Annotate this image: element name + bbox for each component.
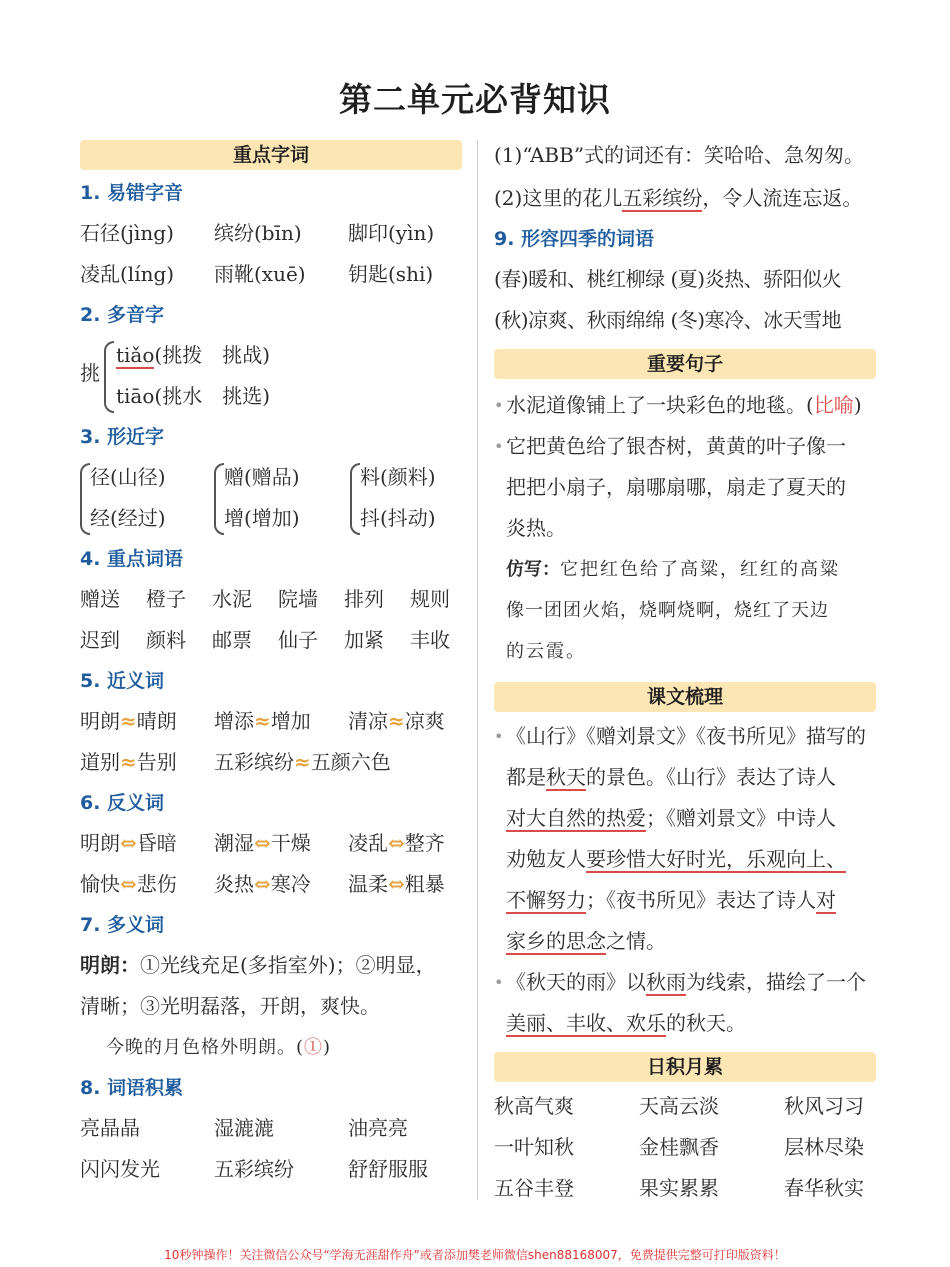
heading-antonyms: 6. 反义词 (80, 792, 165, 814)
word: 温柔 (348, 872, 388, 896)
polyphone-words: (挑拨 挑战) (154, 343, 271, 367)
double-arrow-icon: ⇔ (388, 831, 405, 855)
summary-1-line (494, 798, 876, 839)
heading-similar-chars: 3. 形近字 (80, 426, 165, 448)
text: 之情。 (606, 929, 666, 953)
text: 为线索，描绘了一个 (686, 970, 866, 994)
word: 愉快 (80, 872, 120, 896)
similar-char: 赠(赠品) (224, 465, 300, 489)
pronunciation-row-2 (80, 254, 462, 295)
word: 增添 (214, 709, 254, 733)
heading-vocabulary: 8. 词语积累 (80, 1077, 184, 1099)
word: 道别 (80, 750, 120, 774)
polyphone-block (80, 335, 462, 417)
double-arrow-icon: ⇔ (388, 872, 405, 896)
similar-char: 抖(抖动) (360, 506, 436, 530)
text: 的秋天。 (666, 1011, 746, 1035)
pron-item: 脚印(yìn) (348, 221, 435, 245)
imitation-line-2: 像一团团火焰，烧啊烧啊，烧红了天边 (506, 600, 829, 621)
approx-icon: ≈ (120, 709, 137, 733)
text: 水泥道像铺上了一块彩色的地毯。( (506, 393, 814, 417)
example-answer: ① (304, 1037, 324, 1058)
pron-item: 钥匙(shi) (348, 262, 434, 286)
phrase: 赠送 (80, 587, 120, 611)
text: ，令人流连忘返。 (702, 186, 863, 210)
heading-polysemy: 7. 多义词 (80, 914, 165, 936)
antonym-pair (80, 823, 214, 864)
polyphone-row-1 (116, 335, 270, 376)
word: 粗暴 (404, 872, 445, 896)
idiom: 五谷丰登 (494, 1176, 574, 1200)
phrase: 邮票 (212, 628, 252, 652)
brace-icon (214, 463, 224, 535)
phrase: 规则 (410, 587, 450, 611)
column-divider (477, 140, 478, 1200)
sentence-2-cont: 把把小扇子，扇哪扇哪，扇走了夏天的 (506, 475, 846, 499)
double-arrow-icon: ⇔ (120, 872, 137, 896)
vocabulary-row-2 (80, 1149, 462, 1190)
vocab-word: 五彩缤纷 (214, 1157, 294, 1181)
phrase: 仙子 (278, 628, 318, 652)
word: 干燥 (270, 831, 311, 855)
imitation-line-3: 的云霞。 (506, 641, 586, 662)
text: 都是 (506, 765, 546, 789)
text: ；《夜书所见》表达了诗人 (586, 888, 816, 912)
vocabulary-row-1 (80, 1108, 462, 1149)
phrase: 丰收 (410, 628, 450, 652)
underlined-text: 家乡的思念 (506, 929, 606, 953)
key-phrases-row-2 (80, 620, 462, 661)
word: 潮湿 (214, 831, 254, 855)
pron-item: 石径(jìng) (80, 221, 174, 245)
summary-1-line: • 《山行》《赠刘景文》《夜书所见》描写的 (494, 716, 876, 757)
word: 清凉 (348, 709, 388, 733)
double-arrow-icon: ⇔ (120, 831, 137, 855)
polysemy-example (80, 1027, 462, 1068)
word: 寒冷 (270, 872, 311, 896)
vocab-word: 舒舒服服 (348, 1157, 428, 1181)
example-text: 今晚的月色格外明朗。( (106, 1037, 305, 1058)
word: 五彩缤纷 (214, 750, 294, 774)
banner-key-words: 重点字词 (80, 140, 462, 170)
underlined-text: 不懈努力 (506, 888, 586, 912)
similar-char: 径(山径) (90, 465, 166, 489)
pinyin-tiao1: tiāo (116, 384, 155, 408)
heading-key-phrases: 4. 重点词语 (80, 548, 184, 570)
polysemy-term: 明朗： (80, 953, 140, 977)
polysemy-text: ①光线充足(多指室外)；②明显， (140, 953, 436, 977)
sentence-2-cont: 炎热。 (506, 516, 566, 540)
antonyms-row-2 (80, 864, 462, 905)
word: 悲伤 (136, 872, 177, 896)
footer-notice: 10秒钟操作！关注微信公众号“学海无涯甜作舟”或者添加樊老师微信shen88168007，免费提供完整可打印版资料！ (164, 1248, 786, 1262)
similar-char: 经(经过) (90, 506, 166, 530)
seasons-row-2: (秋)凉爽、秋雨绵绵 (冬)寒冷、冰天雪地 (494, 308, 842, 332)
underlined-text: 要珍惜大好时光，乐观向上、 (586, 847, 846, 871)
sentence-2 (494, 426, 876, 467)
banner-text-summary: 课文梳理 (494, 682, 876, 712)
approx-icon: ≈ (120, 750, 137, 774)
idiom-row (494, 1127, 876, 1168)
summary-1-line (494, 880, 876, 921)
idiom-row (494, 1168, 876, 1209)
word: 明朗 (80, 709, 120, 733)
idiom: 果实累累 (639, 1176, 719, 1200)
approx-icon: ≈ (294, 750, 311, 774)
text: 劝勉友人 (506, 847, 586, 871)
antonym-pair (80, 864, 214, 905)
word: 告别 (136, 750, 177, 774)
text: 的景色。《山行》表达了诗人 (586, 765, 836, 789)
underlined-text: 美丽、丰收、欢乐 (506, 1011, 666, 1035)
double-arrow-icon: ⇔ (254, 831, 271, 855)
phrase: 院墙 (278, 587, 318, 611)
synonym-pair (214, 701, 348, 742)
phrase: 橙子 (146, 587, 186, 611)
synonym-pair (348, 709, 445, 733)
seasons-row-1: (春)暖和、桃红柳绿 (夏)炎热、骄阳似火 (494, 267, 842, 291)
similar-char: 增(增加) (224, 506, 300, 530)
text: ；《赠刘景文》中诗人 (646, 806, 836, 830)
double-arrow-icon: ⇔ (254, 872, 271, 896)
similar-chars-block (80, 457, 462, 539)
idiom: 天高云淡 (639, 1094, 719, 1118)
rhetoric-tag: 比喻 (813, 393, 854, 417)
summary-1-line (494, 839, 876, 880)
pron-item: 凌乱(líng) (80, 262, 175, 286)
vocab-word: 油亮亮 (348, 1116, 408, 1140)
page-title: 第二单元必背知识 (339, 80, 611, 119)
word: 晴朗 (136, 709, 177, 733)
word: 明朗 (80, 831, 120, 855)
vocab-word: 湿漉漉 (214, 1116, 274, 1140)
text: (2)这里的花儿 (494, 186, 623, 210)
word: 凌乱 (348, 831, 388, 855)
polysemy-line-1 (80, 945, 462, 986)
word: 凉爽 (404, 709, 445, 733)
polyphone-row-2 (116, 376, 270, 417)
summary-2-line (494, 962, 876, 1003)
brace-icon (80, 463, 90, 535)
left-column (80, 140, 462, 1190)
text: 《秋天的雨》以 (506, 970, 646, 994)
vocab-word: 亮晶晶 (80, 1116, 140, 1140)
heading-polyphone: 2. 多音字 (80, 304, 165, 326)
idiom: 春华秋实 (784, 1176, 864, 1200)
pron-item: 雨靴(xuē) (214, 262, 306, 286)
phrase: 迟到 (80, 628, 120, 652)
synonyms-row-2 (80, 742, 462, 783)
underlined-text: 五彩缤纷 (622, 186, 703, 210)
brace-icon (104, 341, 114, 413)
approx-icon: ≈ (388, 709, 405, 733)
polysemy-line-2: 清晰；③光明磊落，开朗，爽快。 (80, 994, 380, 1018)
underlined-text: 秋雨 (646, 970, 686, 994)
pinyin-tiao3: tiǎo (116, 343, 155, 367)
phrase: 排列 (344, 587, 384, 611)
abb-example (494, 178, 876, 219)
polyphone-words: (挑水 挑选) (154, 384, 271, 408)
pronunciation-row-1 (80, 213, 462, 254)
underlined-text: 对 (816, 888, 836, 912)
antonym-pair (348, 872, 445, 896)
similar-char: 料(颜料) (360, 465, 436, 489)
antonym-pair (214, 864, 348, 905)
phrase: 颜料 (146, 628, 186, 652)
word: 增加 (270, 709, 311, 733)
synonym-pair (214, 750, 391, 774)
abb-note: (1)“ABB”式的词还有：笑哈哈、急匆匆。 (494, 143, 865, 167)
right-column (494, 140, 876, 1209)
approx-icon: ≈ (254, 709, 271, 733)
idiom-row (494, 1086, 876, 1127)
summary-2-line (494, 1003, 876, 1044)
vocab-word: 闪闪发光 (80, 1157, 160, 1181)
heading-synonyms: 5. 近义词 (80, 670, 165, 692)
heading-pronunciation: 1. 易错字音 (80, 182, 184, 204)
idiom: 秋风习习 (784, 1094, 864, 1118)
word: 五颜六色 (310, 750, 391, 774)
synonyms-row-1 (80, 701, 462, 742)
antonym-pair (348, 831, 445, 855)
key-phrases-row-1 (80, 579, 462, 620)
text: 它把黄色给了银杏树，黄黄的叶子像一 (506, 434, 846, 458)
heading-seasons: 9. 形容四季的词语 (494, 228, 655, 250)
example-end: ) (323, 1037, 332, 1058)
idiom: 秋高气爽 (494, 1094, 574, 1118)
pron-item: 缤纷(bīn) (214, 221, 302, 245)
underlined-text: 对大自然的热爱 (506, 806, 646, 830)
imitation-line-1 (494, 549, 876, 590)
idiom: 金桂飘香 (639, 1135, 719, 1159)
antonym-pair (214, 823, 348, 864)
text: 它把红色给了高粱，红红的高粱 (560, 559, 840, 580)
synonym-pair (80, 701, 214, 742)
sentence-1 (494, 385, 876, 426)
word: 昏暗 (136, 831, 177, 855)
word: 炎热 (214, 872, 254, 896)
antonyms-row-1 (80, 823, 462, 864)
phrase: 水泥 (212, 587, 252, 611)
summary-1-line (494, 921, 876, 962)
banner-key-sentences: 重要句子 (494, 349, 876, 379)
synonym-pair (80, 742, 214, 783)
text: ) (853, 393, 862, 417)
word: 整齐 (404, 831, 445, 855)
phrase: 加紧 (344, 628, 384, 652)
idiom: 一叶知秋 (494, 1135, 574, 1159)
banner-daily-accumulation: 日积月累 (494, 1052, 876, 1082)
polyphone-char: 挑 (80, 361, 100, 385)
summary-1-line (494, 757, 876, 798)
imitation-label: 仿写： (506, 559, 560, 580)
brace-icon (350, 463, 360, 535)
underlined-text: 秋天 (546, 765, 586, 789)
idiom: 层林尽染 (784, 1135, 864, 1159)
